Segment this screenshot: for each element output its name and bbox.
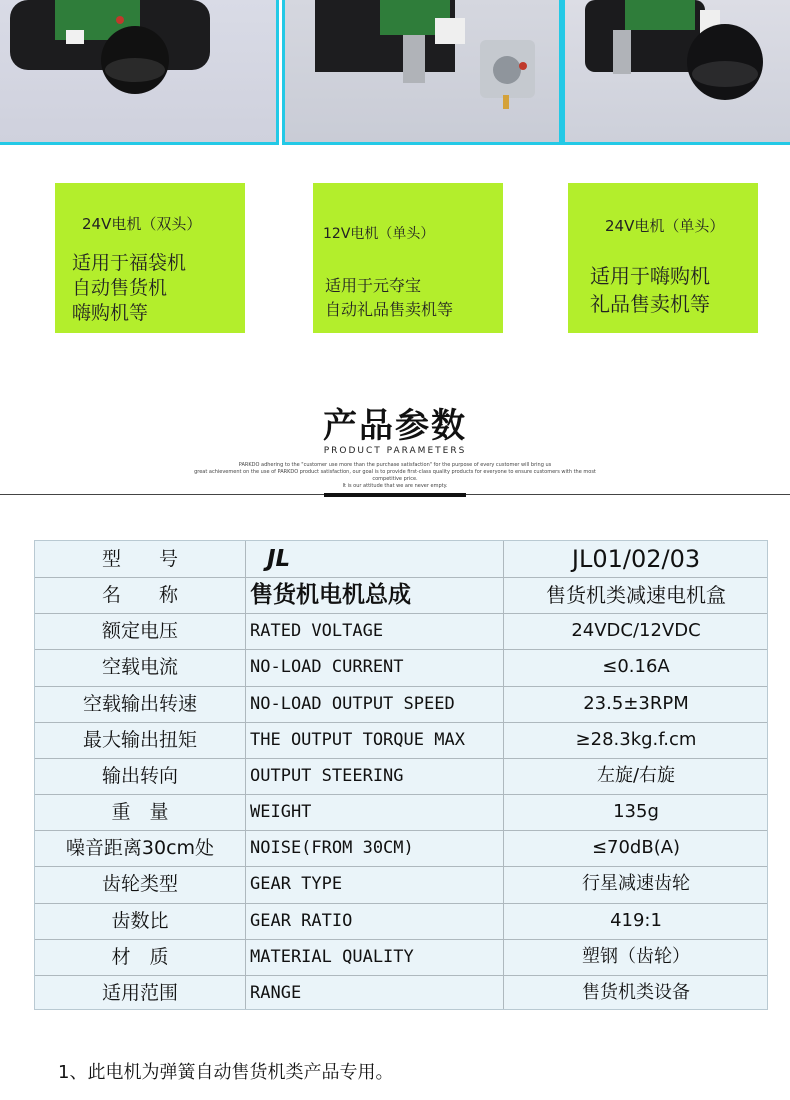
- motor-label-24v-dual: [55, 183, 245, 333]
- param-name-zh: 齿数比: [111, 909, 169, 932]
- param-name-zh: 最大输出扭矩: [82, 728, 197, 751]
- motor-label-title: 12V电机（单头）: [323, 226, 435, 242]
- param-name-en: GEAR TYPE: [250, 874, 343, 895]
- param-name-zh: 额定电压: [101, 620, 178, 643]
- param-value: ≤0.16A: [602, 656, 670, 678]
- param-name-en: RATED VOLTAGE: [250, 621, 384, 642]
- param-value: 左旋/右旋: [596, 764, 676, 786]
- product-photo-24v-single: [562, 0, 790, 145]
- motor-dual-illustration: [0, 0, 276, 142]
- param-name-zh: 输出转向: [101, 764, 178, 787]
- motor-single-illustration: [285, 0, 559, 142]
- param-value: 塑钢（齿轮）: [582, 945, 690, 967]
- param-name-en: NO-LOAD OUTPUT SPEED: [250, 693, 455, 714]
- fine-print-line: great achievement on the use of PARKDO product satisfaction, our goal is to provide first-class quality products for everyone to ensure customers with the most competitive price.: [194, 469, 596, 482]
- fine-print-line: PARKDO adhering to the "customer use more than the purchase satisfaction" for the purpose of every customer will bring us: [238, 462, 552, 468]
- motor-label-line: 自动礼品售卖机等: [325, 300, 454, 319]
- param-value: JL01/02/03: [571, 545, 701, 573]
- param-name-en: GEAR RATIO: [250, 910, 353, 931]
- param-name-en: NOISE(FROM 30CM): [250, 838, 414, 859]
- param-value: ≤70dB(A): [591, 837, 681, 859]
- param-value: 419:1: [610, 909, 662, 931]
- param-name-zh: 空载输出转速: [82, 692, 197, 715]
- param-name-en: NO-LOAD CURRENT: [250, 657, 404, 678]
- param-value: 售货机类减速电机盒: [546, 583, 726, 608]
- motor-label-line: 适用于福袋机: [72, 252, 187, 274]
- fine-print-line: It is our attitude that we are never empty.: [342, 483, 448, 489]
- param-name-zh: 适用范围: [101, 981, 178, 1004]
- param-value: 行星减速齿轮: [582, 873, 690, 895]
- section-divider-accent: [324, 493, 466, 497]
- section-subtitle: PRODUCT PARAMETERS: [323, 446, 467, 456]
- param-name-en: WEIGHT: [250, 802, 312, 823]
- param-name-en: 售货机电机总成: [250, 582, 411, 609]
- motor-label-24v-single: [568, 183, 758, 333]
- motor-label-line: 自动售货机: [72, 277, 168, 299]
- param-name-zh: 重 量: [111, 801, 169, 824]
- motor-label-line: 嗨购机等: [72, 302, 149, 324]
- param-name-en: MATERIAL QUALITY: [250, 946, 414, 967]
- param-value: 24VDC/12VDC: [571, 620, 701, 642]
- param-name-en: OUTPUT STEERING: [250, 765, 404, 786]
- product-photo-12v-single: [282, 0, 562, 145]
- motor-single-black-illustration: [565, 0, 790, 142]
- param-name-zh: 空载电流: [101, 656, 178, 679]
- motor-label-title: 24V电机（双头）: [82, 215, 202, 233]
- param-value: 售货机类设备: [582, 981, 690, 1003]
- motor-label-line: 适用于元夺宝: [325, 276, 422, 295]
- motor-label-line: 适用于嗨购机: [590, 264, 710, 288]
- section-title: 产品参数: [323, 406, 467, 446]
- section-fine-print: [180, 462, 610, 490]
- param-name-zh: 齿轮类型: [101, 873, 178, 896]
- motor-label-line: 礼品售卖机等: [590, 292, 710, 316]
- param-name-zh: 噪音距离30cm处: [65, 837, 215, 860]
- param-name-zh: 型 号: [101, 548, 178, 570]
- param-name-en: JL: [267, 546, 291, 572]
- product-photo-24v-dual: [0, 0, 279, 145]
- param-value: 23.5±3RPM: [583, 692, 689, 714]
- param-value: 135g: [613, 801, 659, 823]
- usage-note: 1、此电机为弹簧自动售货机类产品专用。: [58, 1062, 394, 1083]
- param-value: ≥28.3kg.f.cm: [575, 728, 697, 750]
- parameter-table: [34, 540, 768, 1010]
- param-name-zh: 材 质: [111, 945, 169, 968]
- motor-label-title: 24V电机（单头）: [605, 217, 725, 235]
- param-name-en: RANGE: [250, 982, 302, 1003]
- motor-label-12v-single: [313, 183, 503, 333]
- param-name-en: THE OUTPUT TORQUE MAX: [250, 729, 465, 750]
- param-name-zh: 名 称: [101, 584, 178, 607]
- product-photo-strip: [0, 0, 790, 148]
